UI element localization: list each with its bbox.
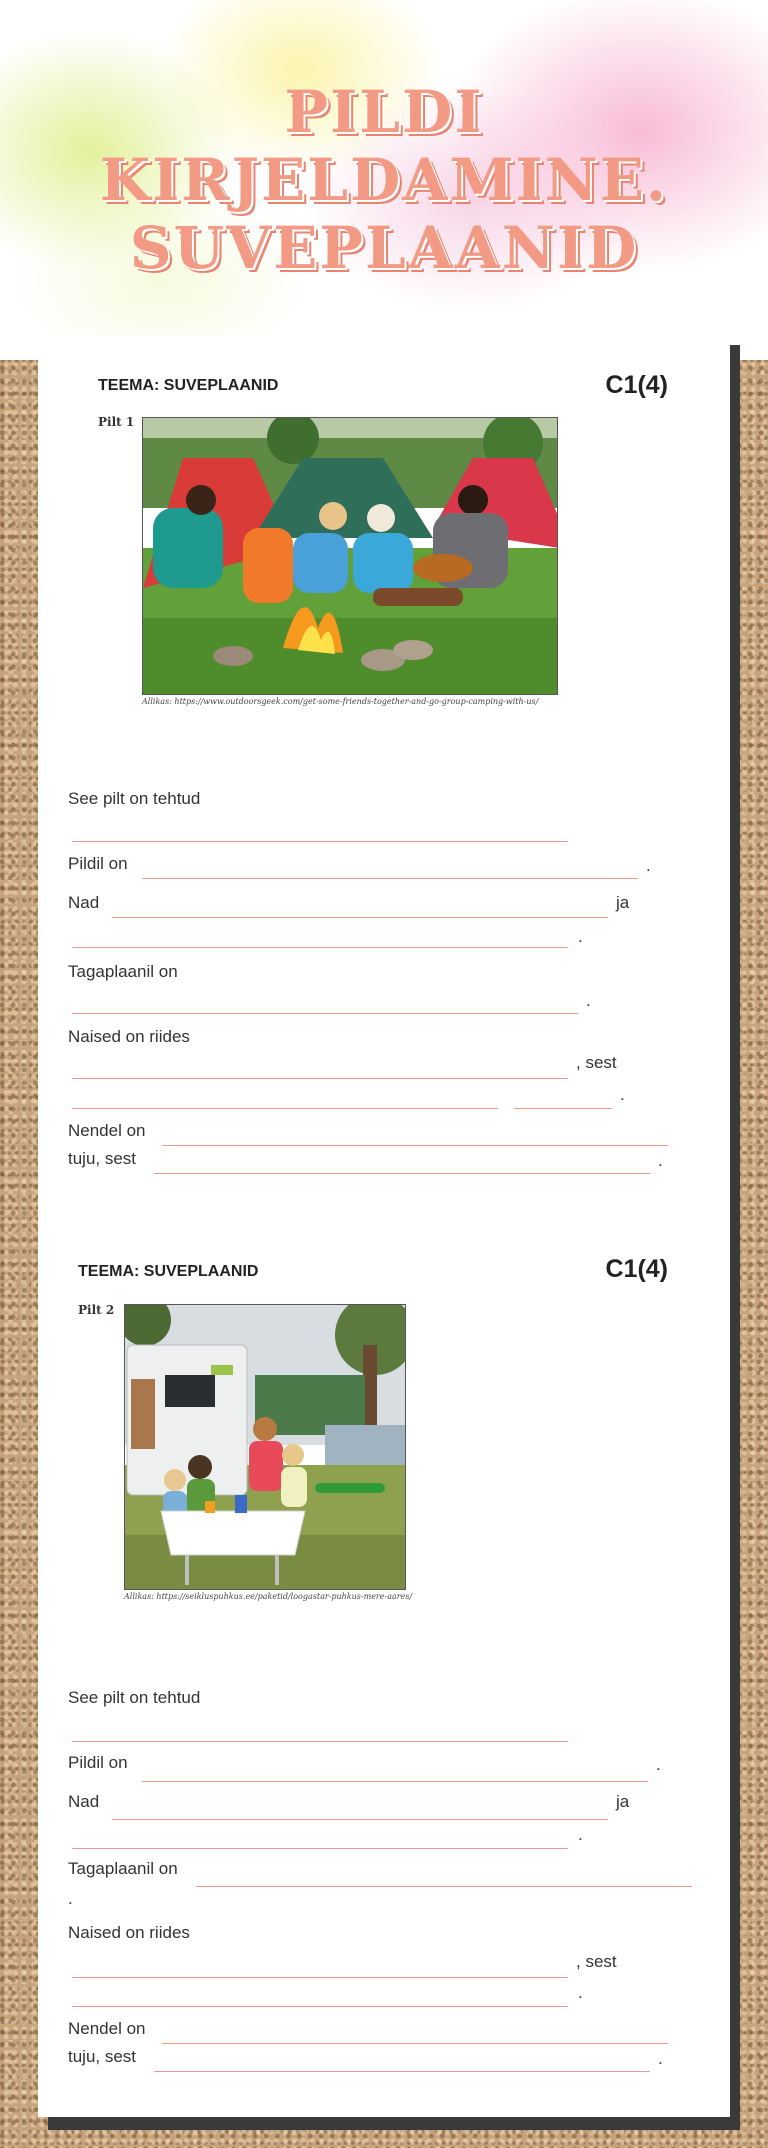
prompt-nendel-on: Nendel on <box>68 1121 146 1140</box>
prompt-ja: ja <box>616 1792 630 1811</box>
period: . <box>658 2049 663 2068</box>
period: . <box>646 856 651 875</box>
title-line-3: SUVEPLAANID <box>129 214 639 282</box>
prompt-pildil-on: Pildil on <box>68 854 128 873</box>
answer-line[interactable] <box>72 1977 568 1978</box>
period: . <box>656 1755 661 1774</box>
prompt-tagaplaanil: Tagaplaanil on <box>68 1859 178 1878</box>
answer-line[interactable] <box>162 1145 668 1146</box>
answer-line[interactable] <box>162 2043 668 2044</box>
prompt-see-pilt: See pilt on tehtud <box>68 1688 201 1707</box>
answer-line[interactable] <box>514 1108 612 1109</box>
picture-label: Pilt 1 <box>98 415 135 429</box>
period: . <box>578 927 583 946</box>
prompt-nendel-on: Nendel on <box>68 2019 146 2038</box>
prompt-see-pilt: See pilt on tehtud <box>68 789 201 808</box>
prompt-pildil-on: Pildil on <box>68 1753 128 1772</box>
photo-source: Allikas: https://seikluspuhkus.ee/paketid/loogastar-puhkus-mere-aares/ <box>124 1592 413 1601</box>
camping-friends-photo <box>142 417 558 695</box>
answer-line[interactable] <box>112 1819 608 1820</box>
prompt-tuju-sest: tuju, sest <box>68 2047 137 2066</box>
answer-line[interactable] <box>72 1848 568 1849</box>
section-topic: TEEMA: SUVEPLAANID <box>98 377 279 394</box>
period: . <box>578 1825 583 1844</box>
period: . <box>658 1151 663 1170</box>
picture-label: Pilt 2 <box>78 1303 115 1317</box>
prompt-sest: , sest <box>576 1952 617 1971</box>
title-banner <box>0 0 768 360</box>
answer-line[interactable] <box>154 1173 650 1174</box>
period: . <box>620 1085 625 1104</box>
period: . <box>578 1983 583 2002</box>
prompt-naised-riides: Naised on riides <box>68 1923 190 1942</box>
level-code: C1(4) <box>605 1255 668 1283</box>
prompt-naised-riides: Naised on riides <box>68 1027 190 1046</box>
answer-line[interactable] <box>112 917 608 918</box>
prompt-nad: Nad <box>68 1792 100 1811</box>
period: . <box>68 1889 73 1908</box>
prompt-tuju-sest: tuju, sest <box>68 1149 137 1168</box>
prompt-nad: Nad <box>68 893 100 912</box>
prompt-tagaplaanil: Tagaplaanil on <box>68 962 178 981</box>
prompt-sest: , sest <box>576 1053 617 1072</box>
period: . <box>586 991 591 1010</box>
title-line-1: PILDI <box>284 78 484 146</box>
answer-line[interactable] <box>142 1781 648 1782</box>
answer-line[interactable] <box>72 1078 568 1079</box>
answer-line[interactable] <box>72 1741 568 1742</box>
photo-source: Allikas: https://www.outdoorsgeek.com/get-some-friends-together-and-go-group-camping-with-us/ <box>142 697 539 706</box>
answer-line[interactable] <box>142 878 638 879</box>
worksheet <box>38 335 730 2117</box>
answer-line[interactable] <box>72 1013 578 1014</box>
page-title <box>0 78 768 282</box>
answer-line[interactable] <box>154 2071 650 2072</box>
level-code: C1(4) <box>605 371 668 399</box>
answer-line[interactable] <box>72 1108 498 1109</box>
answer-line[interactable] <box>196 1886 692 1887</box>
section-topic: TEEMA: SUVEPLAANID <box>78 1263 259 1280</box>
answer-line[interactable] <box>72 841 568 842</box>
answer-line[interactable] <box>72 2006 568 2007</box>
title-line-2: KIRJELDAMINE. <box>99 146 669 214</box>
answer-line[interactable] <box>72 947 568 948</box>
prompt-ja: ja <box>616 893 630 912</box>
caravan-family-photo <box>124 1304 406 1590</box>
